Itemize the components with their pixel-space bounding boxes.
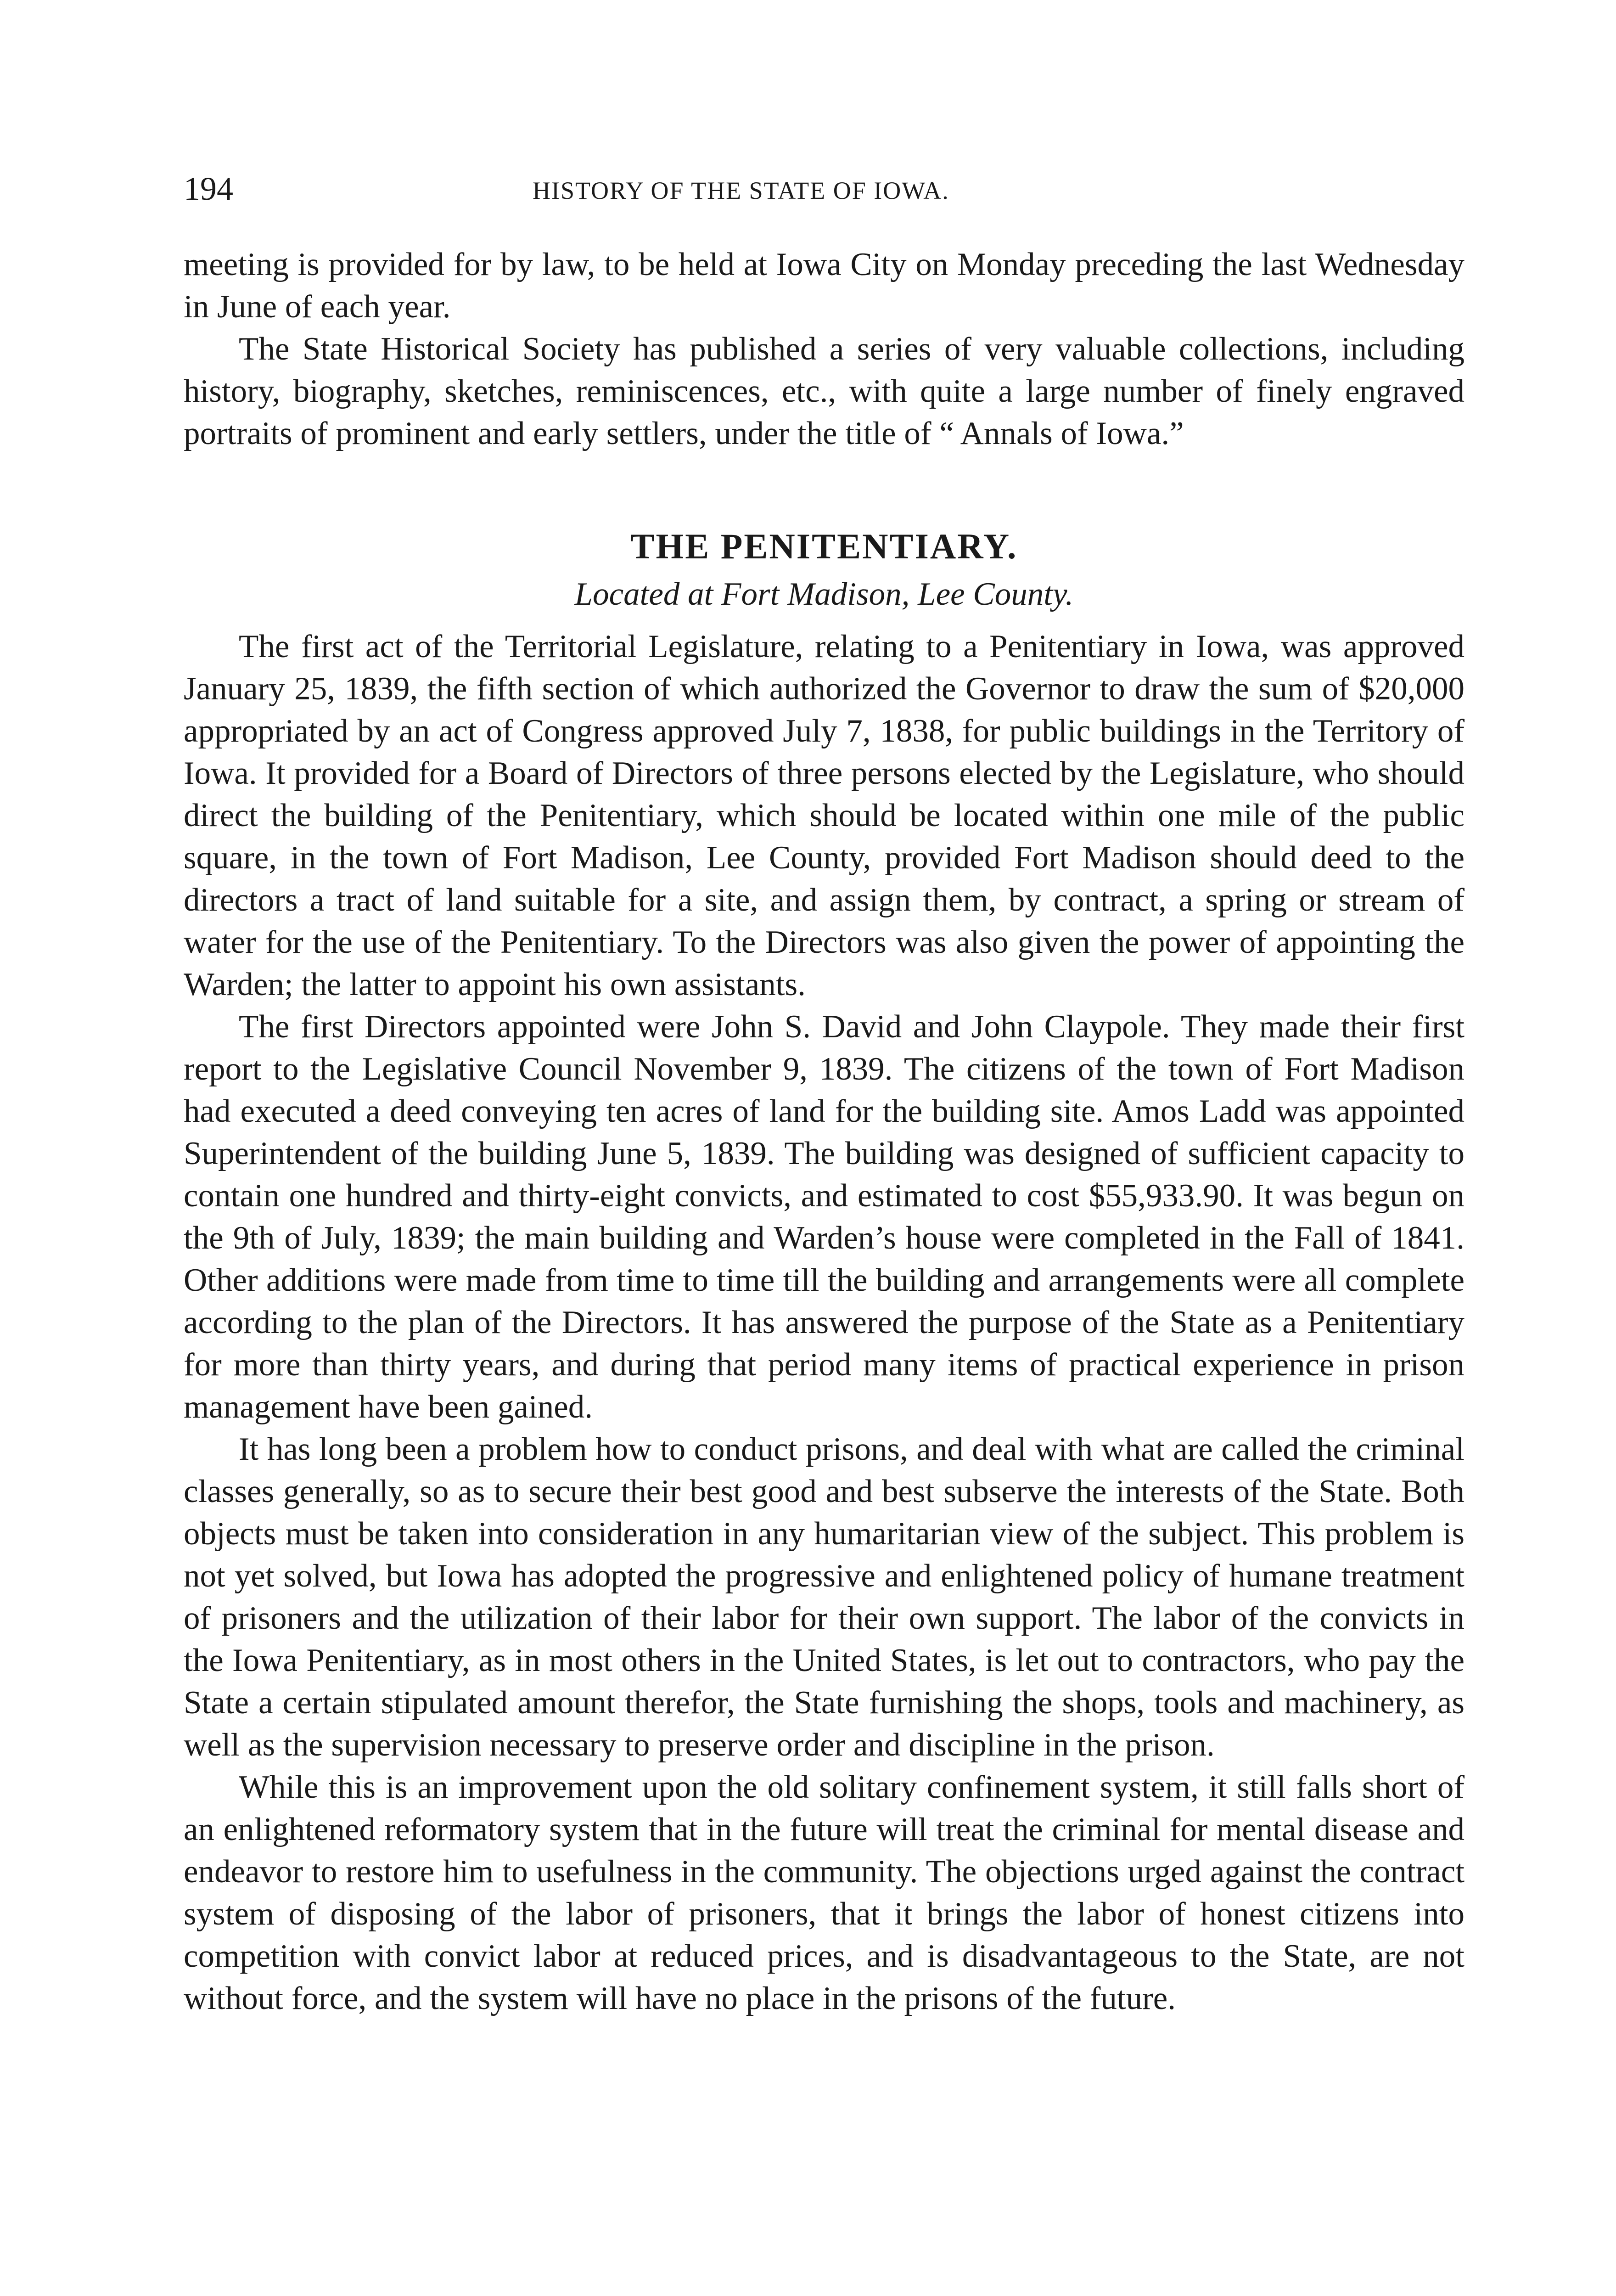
section-subtitle: Located at Fort Madison, Lee County. [574, 576, 1074, 612]
running-title: HISTORY OF THE STATE OF IOWA. [533, 177, 949, 204]
paragraph-reformatory: While this is an improvement upon the old solitary confinement system, it still falls short of an enlightened reformatory system that in the future will treat the criminal for mental disease and endeavor to restore him to usefulness in the community. The objections urged against the contract system of disposing of the labor of prisoners, that it brings the labor of honest citizens into competition with convict labor at reduced prices, and is disadvantageous to the State, are not without force, and the system will have no place in the prisons of the future. [184, 1769, 1464, 2016]
paragraph-meeting: meeting is provided for by law, to be held at Iowa City on Monday preceding the last Wednesday in June of each year. [184, 247, 1464, 325]
paragraph-prison-problem: It has long been a problem how to conduct prisons, and deal with what are called the criminal classes generally, so as to secure their best good and best subserve the interests of the State. Both objects must be taken into consideration in any humaritarian view of the subject. This problem is not yet solved, but Iowa has adopted the progressive and enlightened policy of humane treatment of prisoners and the utilization of their labor for their own support. The labor of the convicts in the Iowa Penitentiary, as in most others in the United States, is let out to contractors, who pay the State a certain stipulated amount therefor, the State furnishing the shops, tools and machinery, as well as the supervision necessary to preserve order and discipline in the prison. [184, 1431, 1464, 1763]
running-head [184, 170, 1464, 220]
book-page [184, 170, 1464, 2020]
paragraph-first-act: The first act of the Territorial Legislature, relating to a Penitentiary in Iowa, was approved January 25, 1839, the fifth section of which authorized the Governor to draw the sum of $20,000 appropriated by an act of Congress approved July 7, 1838, for public buildings in the Territory of Iowa. It provided for a Board of Directors of three persons elected by the Legislature, who should direct the building of the Penitentiary, which should be located within one mile of the public square, in the town of Fort Madison, Lee County, provided Fort Madison should deed to the directors a tract of land suitable for a site, and assign them, by contract, a spring or stream of water for the use of the Penitentiary. To the Directors was also given the power of appointing the Warden; the latter to appoint his own assistants. [184, 629, 1464, 1002]
paragraph-historical-society: The State Historical Society has published a series of very valuable collections, including history, biography, sketches, reminiscences, etc., with quite a large number of finely engraved portraits of prominent and early settlers, under the title of “ Annals of Iowa.” [184, 331, 1464, 451]
section-title: THE PENITENTIARY. [630, 526, 1018, 566]
page-number: 194 [184, 170, 233, 207]
paragraph-first-directors: The first Directors appointed were John S. David and John Claypole. They made their first report to the Legislative Council November 9, 1839. The citizens of the town of Fort Madison had executed a deed conveying ten acres of land for the building site. Amos Ladd was appointed Superintendent of the building June 5, 1839. The building was designed of sufficient capacity to contain one hundred and thirty-eight convicts, and estimated to cost $55,933.90. It was begun on the 9th of July, 1839; the main building and Warden’s house were completed in the Fall of 1841. Other additions were made from time to time till the building and arrangements were all complete according to the plan of the Directors. It has answered the purpose of the State as a Penitentiary for more than thirty years, and during that period many items of practical experience in prison management have been gained. [184, 1009, 1464, 1425]
